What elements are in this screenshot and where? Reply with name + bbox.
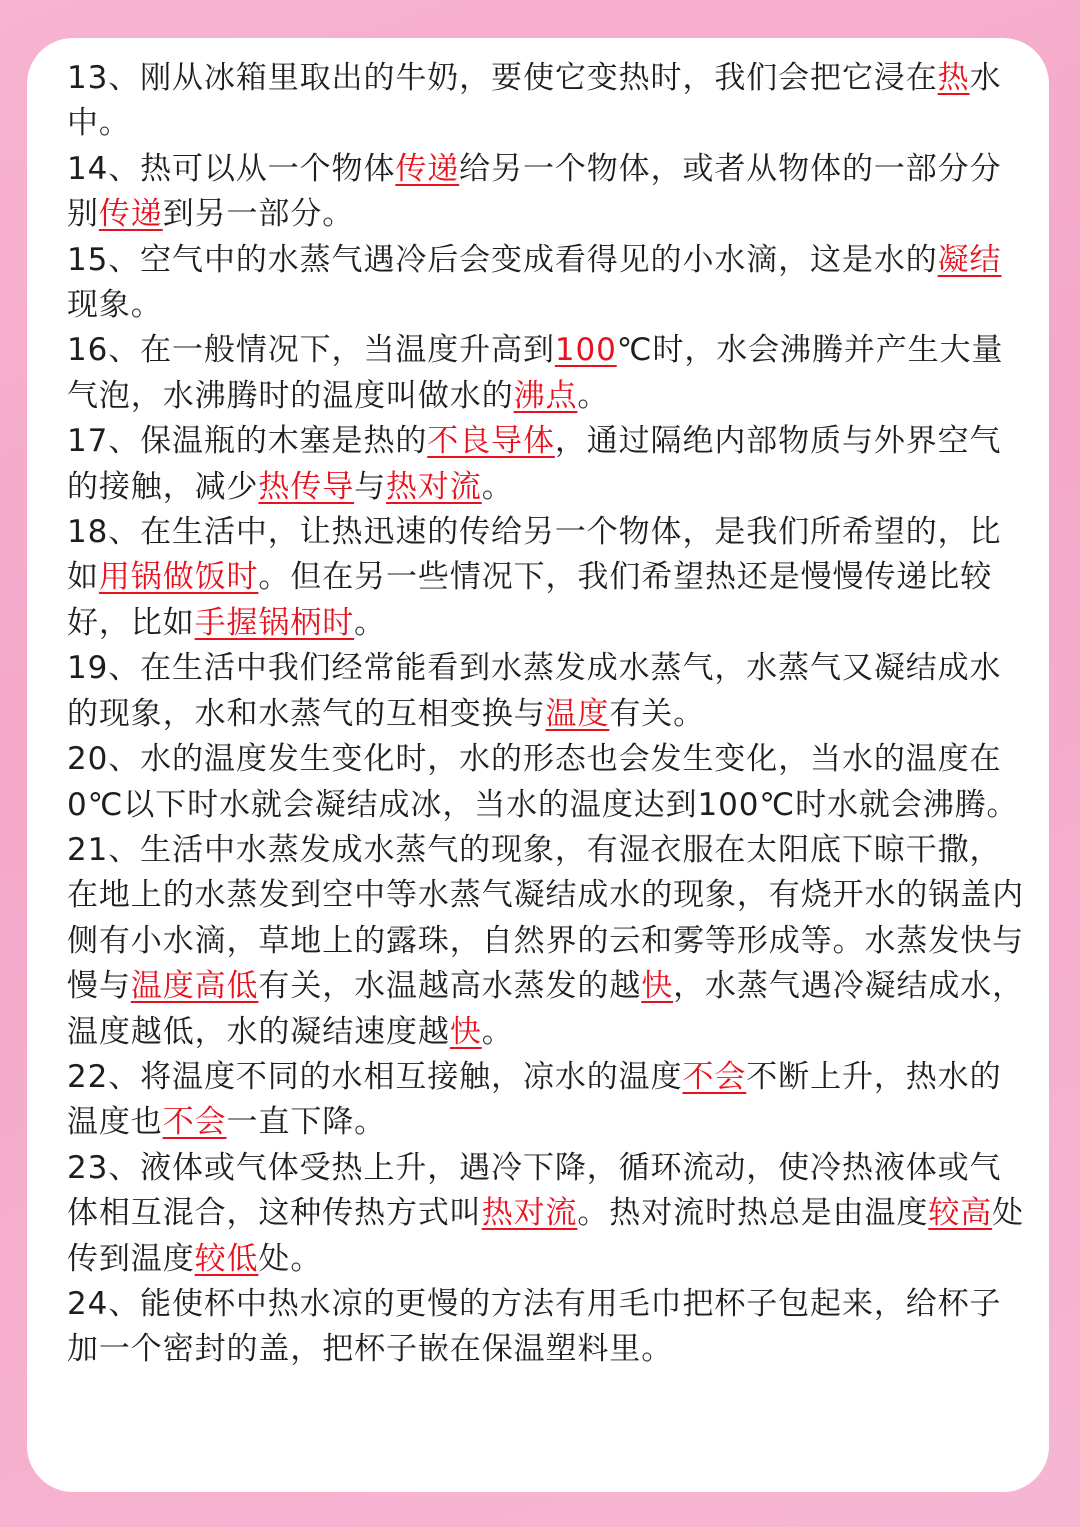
item-text: 19、在生活中我们经常能看到水蒸发成水蒸气，水蒸气又凝结成水的现象，水和水蒸气的互相变换与: [67, 650, 1002, 732]
answer-text: 传递: [98, 196, 163, 233]
item-text: 到另一部分。: [162, 196, 355, 233]
item-text: 处。: [258, 1240, 323, 1277]
answer-text: 热对流: [386, 468, 482, 505]
item-list: [67, 56, 1029, 1373]
answer-text: 不良导体: [427, 423, 555, 460]
item-text: 24、能使杯中热水凉的更慢的方法有用毛巾把杯子包起来，给杯子加一个密封的盖，把杯子嵌在保温塑料里。: [67, 1285, 1002, 1368]
item-text: 水中。: [67, 60, 1002, 142]
item-text: 23、液体或气体受热上升，遇冷下降，循环流动，使冷热液体或气体相互混合，这种传热方式叫: [67, 1149, 1002, 1232]
item-text: 一直下降。: [226, 1104, 387, 1141]
item-text: 不断上升，热水的温度也: [67, 1058, 1002, 1141]
item-text: 。: [577, 377, 610, 414]
item-text: 22、将温度不同的水相互接触，凉水的温度: [67, 1058, 683, 1095]
item-text: 16、在一般情况下，当温度升高到: [67, 332, 555, 369]
knowledge-item: [67, 828, 1029, 1055]
knowledge-item: [67, 419, 1029, 510]
item-text: 有关，水温越高水蒸发的越: [258, 968, 642, 1005]
answer-text: 手握锅柄时: [194, 604, 355, 641]
answer-text: 不会: [162, 1104, 227, 1141]
item-text: 17、保温瓶的木塞是热的: [67, 423, 428, 460]
knowledge-item: [67, 328, 1029, 419]
answer-text: 用锅做饭时: [98, 559, 259, 596]
knowledge-item: [67, 1055, 1029, 1146]
item-text: 。: [354, 604, 387, 641]
knowledge-item: [67, 510, 1029, 646]
item-text: 。: [481, 1013, 514, 1050]
answer-text: 凝结: [937, 241, 1002, 278]
answer-text: 热传导: [258, 468, 355, 505]
item-text: ，水蒸气遇冷凝结成水，温度越低，水的凝结速度越: [67, 968, 1025, 1050]
answer-text: 温度高低: [130, 968, 259, 1005]
item-text: 18、在生活中，让热迅速的传给另一个物体，是我们所希望的，比如: [67, 514, 1002, 596]
item-text: 20、水的温度发生变化时，水的形态也会发生变化，当水的温度在0℃以下时水就会凝结成冰，当水的温度达到100℃时水就会沸腾。: [67, 741, 1019, 823]
item-text: 21、生活中水蒸发成水蒸气的现象，有湿衣服在太阳底下晾干撒，在地上的水蒸发到空中等水蒸气凝结成水的现象，有烧开水的锅盖内侧有小水滴，草地上的露珠，自然界的云和雾等形成等。水蒸发快与慢与: [67, 831, 1024, 1005]
answer-text: 温度: [545, 695, 610, 732]
knowledge-item: [67, 1282, 1029, 1373]
answer-text: 快: [449, 1013, 482, 1050]
answer-text: 传递: [395, 150, 460, 187]
knowledge-item: [67, 56, 1029, 147]
answer-text: 沸点: [513, 377, 578, 414]
item-text: 现象。: [67, 287, 163, 324]
item-text: 有关。: [609, 695, 706, 732]
item-text: 给另一个物体，或者从物体的一部分分别: [67, 150, 1002, 233]
item-text: 14、热可以从一个物体: [67, 150, 396, 187]
item-text: 15、空气中的水蒸气遇冷后会变成看得见的小水滴，这是水的: [67, 241, 938, 278]
item-text: 处传到温度: [67, 1195, 1025, 1277]
answer-text: 热对流: [481, 1195, 578, 1232]
item-text: 。: [481, 468, 514, 505]
answer-text: 较高: [928, 1195, 993, 1232]
knowledge-item: [67, 238, 1029, 329]
item-text: ，通过隔绝内部物质与外界空气的接触，减少: [67, 423, 1002, 505]
knowledge-item: [67, 1146, 1029, 1282]
answer-text: 100: [554, 332, 617, 369]
knowledge-item: [67, 737, 1029, 828]
item-text: 13、刚从冰箱里取出的牛奶，要使它变热时，我们会把它浸在: [67, 60, 938, 96]
item-text: ℃时，水会沸腾并产生大量气泡，水沸腾时的温度叫做水的: [67, 332, 1004, 414]
knowledge-item: [67, 646, 1029, 737]
answer-text: 不会: [682, 1058, 747, 1095]
item-text: 与: [354, 468, 387, 505]
answer-text: 较低: [194, 1240, 259, 1277]
item-text: 。但在另一些情况下，我们希望热还是慢慢传递比较好，比如: [67, 559, 993, 641]
item-text: 。热对流时热总是由温度: [577, 1195, 929, 1232]
answer-text: 快: [641, 968, 674, 1005]
answer-text: 热: [937, 60, 970, 96]
knowledge-item: [67, 147, 1029, 238]
content-card: [27, 38, 1049, 1492]
